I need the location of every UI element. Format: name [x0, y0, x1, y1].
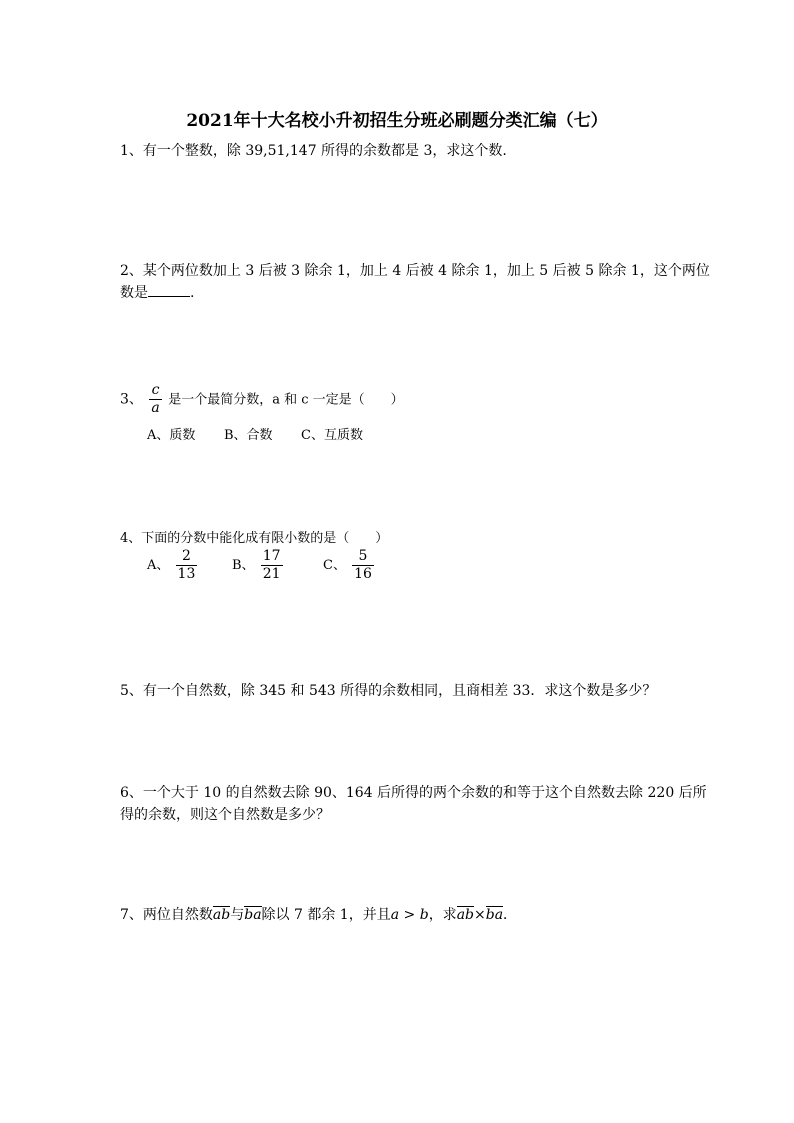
question-2-line-1: 2、某个两位数加上 3 后被 3 除余 1，加上 4 后被 4 除余 1，加上 5 后被 5 除余 1，这个两位: [120, 263, 710, 279]
fraction-denominator: 16: [354, 566, 372, 582]
question-3-prefix: 3、: [120, 391, 143, 408]
fraction-denominator: 13: [177, 566, 196, 582]
question-4-option-a: [147, 548, 199, 583]
variable-a: a: [390, 907, 400, 923]
question-4: 4、下面的分数中能化成有限小数的是（ ）: [120, 531, 389, 546]
question-3: [120, 382, 404, 417]
question-7-separator: ，求: [428, 907, 457, 923]
fraction-denominator: 21: [262, 566, 281, 582]
question-2-prefix: 数是: [120, 285, 148, 301]
question-5: 5、有一个自然数，除 345 和 543 所得的余数相同，且商相差 33．求这个数是多少？: [120, 683, 657, 699]
question-7-conjunction: 与: [230, 907, 245, 923]
answer-blank[interactable]: [148, 282, 190, 297]
fraction-option-a: [176, 548, 198, 583]
overline-ab: ab: [212, 907, 231, 923]
fraction-denominator: a: [151, 400, 160, 416]
fraction-numerator: 2: [181, 548, 191, 564]
overline-ba-product: ba: [485, 907, 504, 923]
question-7-prefix: 7、两位自然数: [120, 907, 213, 923]
times-sign: ×: [474, 907, 486, 923]
question-3-option-b: B、合数: [224, 428, 273, 443]
question-7-middle: 除以 7 都余 1，并且: [261, 907, 391, 923]
question-3-option-a: A、质数: [147, 428, 196, 443]
greater-than-sign: >: [399, 907, 420, 923]
fraction-numerator: 5: [358, 548, 368, 564]
option-label: C、: [323, 558, 346, 573]
option-label: B、: [232, 558, 255, 573]
overline-ba: ba: [244, 907, 262, 923]
question-7-end: ．: [503, 907, 518, 923]
question-4-option-c: [323, 548, 376, 583]
question-4-option-b: [232, 548, 285, 583]
question-7: [120, 904, 517, 926]
fraction-option-b: [261, 548, 283, 583]
question-2-suffix: .: [190, 285, 195, 301]
question-6-line-2: 得的余数，则这个自然数是多少？: [120, 807, 330, 823]
fraction-option-c: [352, 548, 374, 583]
question-3-text: 是一个最简分数，a 和 c 一定是（ ）: [168, 392, 404, 408]
option-label: A、: [147, 558, 170, 573]
question-3-option-c: C、互质数: [301, 428, 363, 443]
page-title: 2021年十大名校小升初招生分班必刷题分类汇编（七）: [186, 111, 608, 131]
overline-ab-product: ab: [456, 907, 474, 923]
fraction-numerator: 17: [262, 548, 281, 564]
question-2-line-2: [120, 282, 194, 304]
question-1: 1、有一个整数，除 39,51,147 所得的余数都是 3，求这个数.: [120, 143, 507, 159]
fraction-c-over-a: [149, 382, 161, 417]
question-6-line-1: 6、一个大于 10 的自然数去除 90、164 后所得的两个余数的和等于这个自然数去除 220 后所: [120, 785, 707, 801]
variable-b: b: [419, 907, 429, 923]
fraction-numerator: c: [151, 382, 160, 398]
